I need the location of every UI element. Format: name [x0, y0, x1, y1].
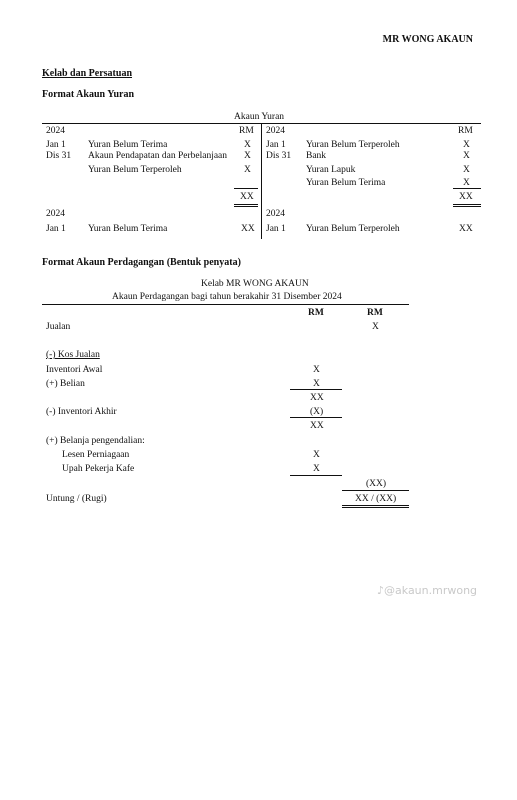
left-total: XX [240, 192, 254, 202]
left-bal-desc: Yuran Belum Terima [88, 224, 168, 234]
left-total-rule-double [234, 206, 258, 207]
trading-header-rule [42, 304, 409, 305]
trading-heading: Format Akaun Perdagangan (Bentuk penyata) [42, 257, 241, 268]
right-rm: RM [458, 126, 473, 136]
left-row-amount: X [244, 165, 251, 175]
untung-amount: XX / (XX) [355, 494, 397, 504]
kos-total: (XX) [366, 479, 387, 489]
final-rule [342, 505, 409, 506]
final-rule-double [342, 507, 409, 508]
left-row-desc: Yuran Belum Terperoleh [88, 165, 182, 175]
right-row-amount: X [463, 140, 470, 150]
right-row-desc: Yuran Belum Terperoleh [306, 140, 400, 150]
left-row-desc: Akaun Pendapatan dan Perbelanjaan [88, 151, 228, 161]
subtotal-1: XX [310, 393, 324, 403]
right-row-date: Dis 31 [266, 151, 292, 161]
right-row-amount: X [463, 165, 470, 175]
right-bal-date: Jan 1 [266, 224, 286, 234]
right-row-amount: X [463, 178, 470, 188]
right-bal-desc: Yuran Belum Terperoleh [306, 224, 400, 234]
right-total: XX [459, 192, 473, 202]
left-row-desc: Yuran Belum Terima [88, 140, 168, 150]
subtotal-rule [290, 475, 342, 476]
watermark: ♪@akaun.mrwong [377, 584, 478, 597]
left-bal-amount: XX [241, 224, 255, 234]
upah-label: Upah Pekerja Kafe [62, 464, 135, 474]
yuran-heading: Format Akaun Yuran [42, 89, 135, 100]
right-total-rule-double [453, 206, 481, 207]
left-total-rule-top [234, 188, 258, 189]
trading-subtitle: Akaun Perdagangan bagi tahun berakahir 31 Disember 2024 [112, 292, 342, 302]
kos-jualan-label: (-) Kos Jualan [46, 350, 100, 360]
belanja-label: (+) Belanja pengendalian: [46, 436, 145, 446]
subtotal-2: XX [310, 421, 324, 431]
lesen-amount: X [313, 450, 320, 460]
lesen-label: Lesen Perniagaan [62, 450, 130, 460]
left-rm: RM [239, 126, 254, 136]
upah-amount: X [313, 464, 320, 474]
belian-amount: X [313, 379, 320, 389]
right-year2: 2024 [266, 209, 285, 219]
left-row-amount: X [244, 151, 251, 161]
right-row-amount: X [463, 151, 470, 161]
subtotal-rule [290, 417, 342, 418]
inventori-awal-label: Inventori Awal [46, 365, 103, 375]
right-total-rule-top [453, 188, 481, 189]
belian-label: (+) Belian [46, 379, 85, 389]
left-bal-date: Jan 1 [46, 224, 66, 234]
trading-club: Kelab MR WONG AKAUN [201, 279, 309, 289]
jualan-amount: X [372, 322, 379, 332]
jualan-label: Jualan [46, 322, 71, 332]
col1-header: RM [308, 308, 324, 318]
right-row-desc: Yuran Lapuk [306, 165, 356, 175]
yuran-title: Akaun Yuran [234, 112, 285, 122]
left-row-date: Jan 1 [46, 140, 66, 150]
brand-header: MR WONG AKAUN [382, 34, 473, 45]
left-row-amount: X [244, 140, 251, 150]
subtotal-rule [290, 389, 342, 390]
right-total-rule [453, 204, 481, 205]
left-row-date: Dis 31 [46, 151, 72, 161]
right-row-desc: Bank [306, 151, 327, 161]
t-account-divider [261, 123, 262, 239]
left-year2: 2024 [46, 209, 65, 219]
left-year: 2024 [46, 126, 65, 136]
right-bal-amount: XX [459, 224, 473, 234]
inventori-akhir-label: (-) Inventori Akhir [46, 407, 117, 417]
right-row-desc: Yuran Belum Terima [306, 178, 386, 188]
total-rule [342, 490, 409, 491]
inventori-awal-amount: X [313, 365, 320, 375]
section-title: Kelab dan Persatuan [42, 68, 133, 79]
untung-label: Untung / (Rugi) [46, 494, 107, 504]
right-row-date: Jan 1 [266, 140, 286, 150]
left-total-rule [234, 204, 258, 205]
col2-header: RM [367, 308, 383, 318]
inventori-akhir-amount: (X) [310, 407, 324, 417]
right-year: 2024 [266, 126, 285, 136]
